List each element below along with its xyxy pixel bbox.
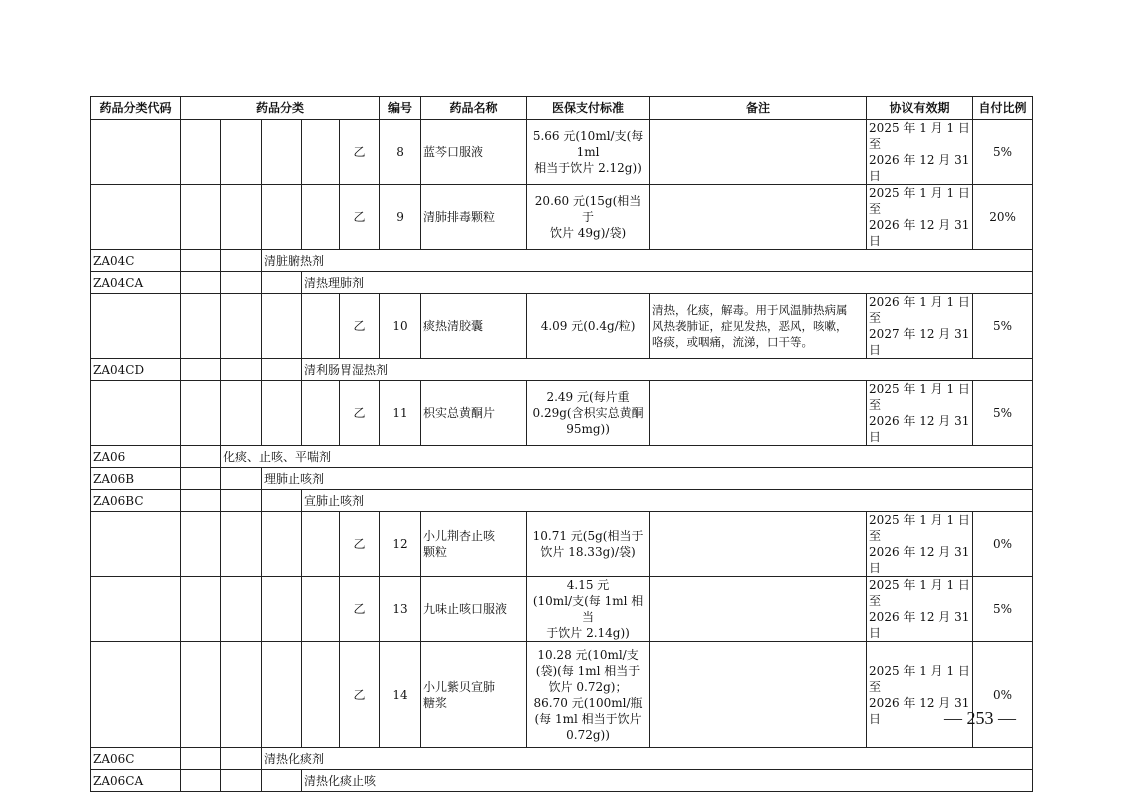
drug-name: 小儿紫贝宣肺 糖浆 (421, 642, 527, 748)
category-label: 清脏腑热剂 (262, 250, 1033, 272)
drug-catalog-table (90, 96, 1033, 792)
category-row (91, 468, 1033, 490)
table-row (91, 120, 1033, 185)
remarks (650, 185, 867, 250)
category-row (91, 770, 1033, 792)
validity: 2025 年 1 月 1 日至 2026 年 12 月 31 日 (867, 120, 973, 185)
self-pay-ratio: 20% (973, 185, 1033, 250)
drug-name: 小儿荆杏止咳 颗粒 (421, 512, 527, 577)
drug-name: 痰热清胶囊 (421, 294, 527, 359)
drug-number: 10 (380, 294, 421, 359)
self-pay-ratio: 5% (973, 577, 1033, 642)
category-code: ZA06CA (91, 770, 181, 792)
header-remarks: 备注 (650, 97, 867, 120)
header-category-code: 药品分类代码 (91, 97, 181, 120)
drug-grade: 乙 (340, 294, 380, 359)
drug-number: 12 (380, 512, 421, 577)
remarks: 清热，化痰，解毒。用于风温肺热病属 风热袭肺证，症见发热，恶风，咳嗽， 咯痰，或咽痛，流涕，口干等。 (650, 294, 867, 359)
header-self-pay-ratio: 自付比例 (973, 97, 1033, 120)
category-code: ZA04C (91, 250, 181, 272)
category-label: 清热理肺剂 (302, 272, 1033, 294)
payment-standard: 2.49 元(每片重 0.29g(含枳实总黄酮 95mg)) (527, 381, 650, 446)
category-row (91, 748, 1033, 770)
category-label: 宣肺止咳剂 (302, 490, 1033, 512)
header-drug-name: 药品名称 (421, 97, 527, 120)
header-number: 编号 (380, 97, 421, 120)
page-number: — 253 — (944, 708, 1016, 728)
drug-number: 9 (380, 185, 421, 250)
payment-standard: 10.71 元(5g(相当于 饮片 18.33g)/袋) (527, 512, 650, 577)
category-label: 理肺止咳剂 (262, 468, 1033, 490)
remarks (650, 120, 867, 185)
drug-name: 九味止咳口服液 (421, 577, 527, 642)
drug-grade: 乙 (340, 642, 380, 748)
drug-grade: 乙 (340, 185, 380, 250)
category-row (91, 250, 1033, 272)
category-code: ZA06B (91, 468, 181, 490)
drug-grade: 乙 (340, 120, 380, 185)
payment-standard: 4.15 元 (10ml/支(每 1ml 相当 于饮片 2.14g)) (527, 577, 650, 642)
table-row (91, 512, 1033, 577)
table-header-row (91, 97, 1033, 120)
category-code: ZA04CA (91, 272, 181, 294)
drug-number: 14 (380, 642, 421, 748)
remarks (650, 577, 867, 642)
category-code: ZA06 (91, 446, 181, 468)
category-label: 清热化痰剂 (262, 748, 1033, 770)
category-label: 清利肠胃湿热剂 (302, 359, 1033, 381)
category-code: ZA06BC (91, 490, 181, 512)
drug-grade: 乙 (340, 512, 380, 577)
category-row (91, 359, 1033, 381)
self-pay-ratio: 0% (973, 642, 1033, 748)
self-pay-ratio: 5% (973, 381, 1033, 446)
validity: 2025 年 1 月 1 日至 2026 年 12 月 31 日 (867, 381, 973, 446)
validity: 2026 年 1 月 1 日至 2027 年 12 月 31 日 (867, 294, 973, 359)
drug-number: 13 (380, 577, 421, 642)
remarks (650, 381, 867, 446)
table-row (91, 642, 1033, 748)
header-payment-standard: 医保支付标准 (527, 97, 650, 120)
category-label: 清热化痰止咳 (302, 770, 1033, 792)
payment-standard: 10.28 元(10ml/支 (袋)(每 1ml 相当于 饮片 0.72g)； 86.70 元(100ml/瓶 (每 1ml 相当于饮片 0.72g)) (527, 642, 650, 748)
validity: 2025 年 1 月 1 日至 2026 年 12 月 31 日 (867, 512, 973, 577)
table-row (91, 294, 1033, 359)
table-row (91, 577, 1033, 642)
table-row (91, 381, 1033, 446)
header-validity: 协议有效期 (867, 97, 973, 120)
drug-grade: 乙 (340, 381, 380, 446)
drug-number: 11 (380, 381, 421, 446)
validity: 2025 年 1 月 1 日至 2026 年 12 月 31 日 (867, 642, 973, 748)
self-pay-ratio: 5% (973, 120, 1033, 185)
table-row (91, 185, 1033, 250)
payment-standard: 4.09 元(0.4g/粒) (527, 294, 650, 359)
drug-name: 蓝芩口服液 (421, 120, 527, 185)
category-label: 化痰、止咳、平喘剂 (221, 446, 1033, 468)
drug-number: 8 (380, 120, 421, 185)
category-code: ZA06C (91, 748, 181, 770)
header-category: 药品分类 (181, 97, 380, 120)
validity: 2025 年 1 月 1 日至 2026 年 12 月 31 日 (867, 185, 973, 250)
validity: 2025 年 1 月 1 日至 2026 年 12 月 31 日 (867, 577, 973, 642)
payment-standard: 5.66 元(10ml/支(每 1ml 相当于饮片 2.12g)) (527, 120, 650, 185)
drug-grade: 乙 (340, 577, 380, 642)
category-row (91, 446, 1033, 468)
self-pay-ratio: 0% (973, 512, 1033, 577)
category-row (91, 272, 1033, 294)
category-row (91, 490, 1033, 512)
drug-name: 清肺排毒颗粒 (421, 185, 527, 250)
payment-standard: 20.60 元(15g(相当于 饮片 49g)/袋) (527, 185, 650, 250)
self-pay-ratio: 5% (973, 294, 1033, 359)
remarks (650, 642, 867, 748)
remarks (650, 512, 867, 577)
category-code: ZA04CD (91, 359, 181, 381)
drug-name: 枳实总黄酮片 (421, 381, 527, 446)
